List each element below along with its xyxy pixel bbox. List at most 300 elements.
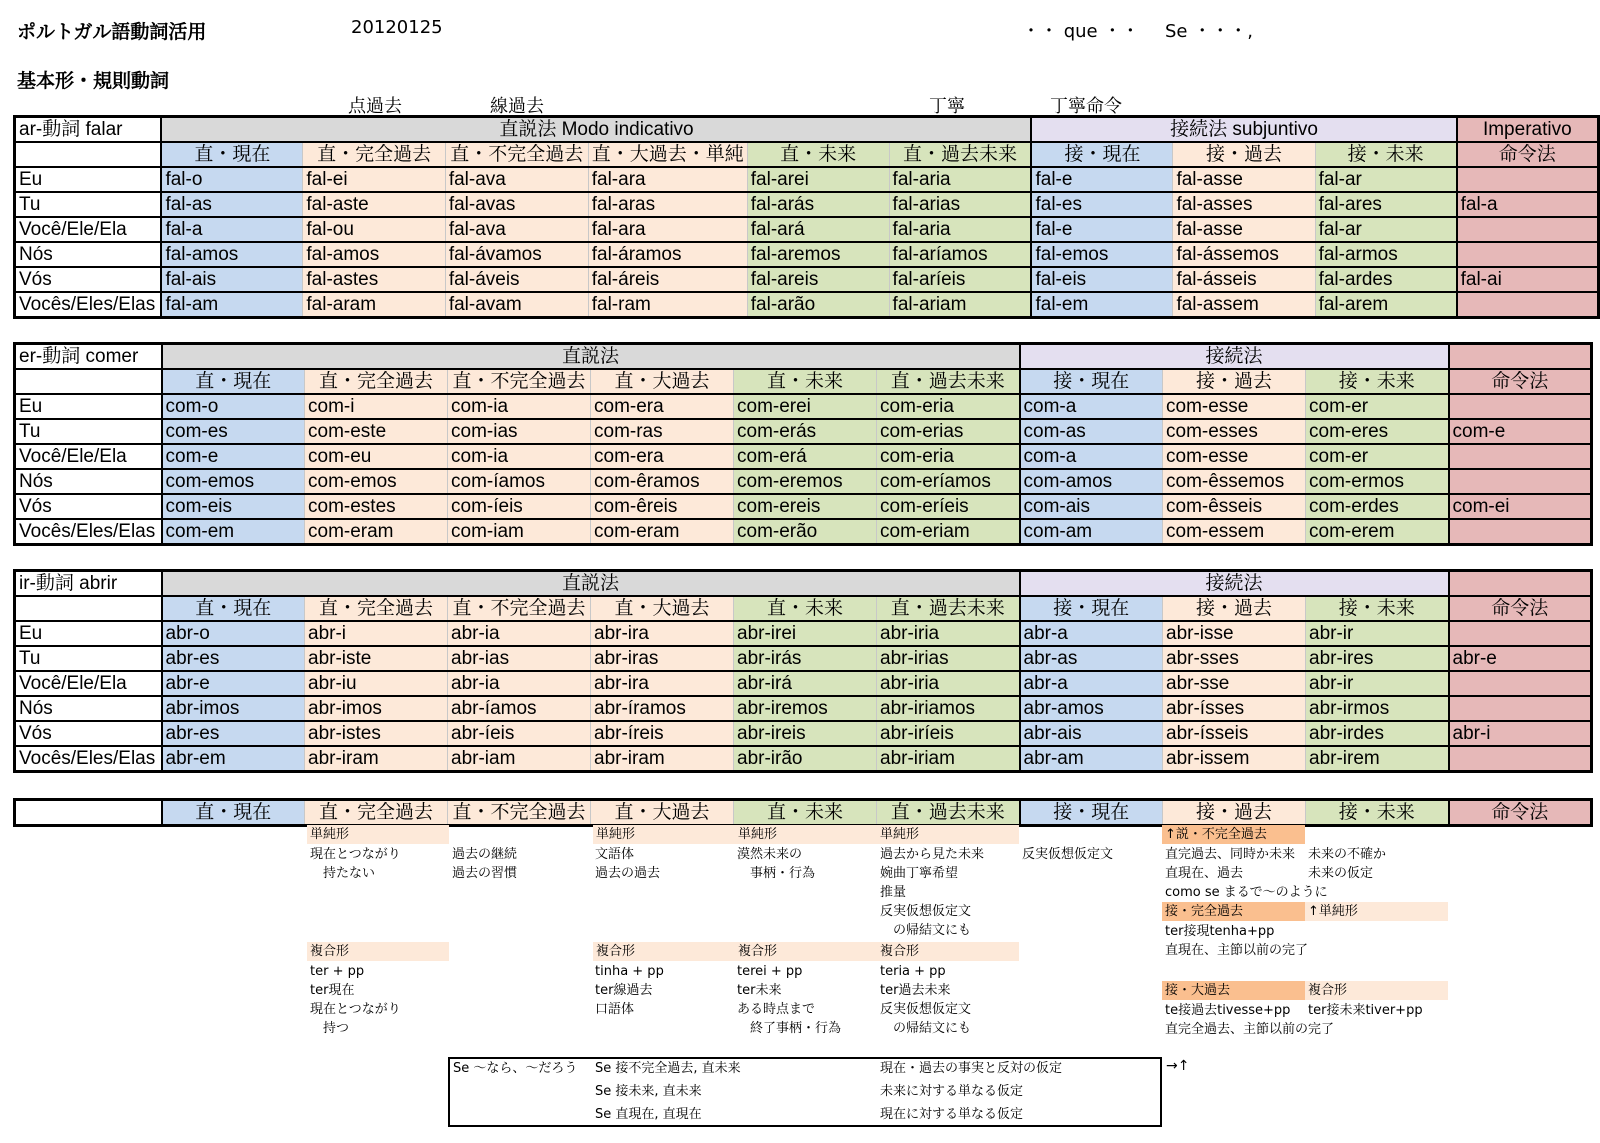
conjugation-cell: com-erá [734,444,877,469]
conjugation-cell: fal-amos [161,242,302,267]
conjugation-cell: com-estes [305,494,448,519]
conjugation-cell: fal-aríamos [889,242,1031,267]
perfect-simple-notes: 現在とつながり 持たない [310,847,401,881]
conjugation-cell [1449,519,1592,545]
tense-header: 接・現在 [1031,142,1172,167]
subjunctive-group-header: 接続法 subjuntivo [1031,117,1456,143]
conjugation-cell: abr-irmos [1306,696,1449,721]
future-simple-notes: 漠然未来の 事柄・行為 [737,847,816,881]
summary-tense-header: 直・完全過去 [305,800,448,826]
se-conditional-box [448,1057,1162,1127]
conjugation-cell: fal-áramos [588,242,747,267]
future-compound-notes: terei + pp ter未来 ある時点まで 終了事柄・行為 [737,964,842,1036]
tense-header: 直・完全過去 [303,142,445,167]
conditional-compound-notes: teria + pp ter過去未来 反実仮想仮定文 の帰結文にも [880,964,972,1036]
conjugation-cell: abr-íreis [591,721,734,746]
conjugation-cell: abr-ia [448,671,591,696]
tense-header: 直・大過去 [591,369,734,394]
conjugation-cell: fal-armos [1315,242,1457,267]
person-label: Vocês/Eles/Elas [15,292,162,318]
conjugation-cell: com-ia [448,394,591,419]
conjugation-cell: com-eríamos [877,469,1020,494]
subjunctive-group-header: 接続法 [1020,344,1449,370]
conjugation-cell: abr-irei [734,621,877,646]
tense-header: 直・大過去・単純 [588,142,747,167]
tense-header: 直・不完全過去 [448,369,591,394]
se-form-3: Se 直現在, 直現在 [595,1107,702,1122]
conjugation-cell: fal-ariam [889,292,1031,318]
conjugation-cell: fal-a [1457,192,1599,217]
conjugation-cell [1449,746,1592,772]
date-label: 20120125 [351,17,443,38]
row-label-blank [15,369,162,394]
conjugation-cell: fal-ásseis [1173,267,1315,292]
conjugation-cell: abr-iríeis [877,721,1020,746]
subj-future-simple-tag: ↑単純形 [1305,902,1448,921]
person-label: Eu [15,167,162,192]
conjugation-cell: fal-arei [747,167,889,192]
tense-header: 命令法 [1449,369,1592,394]
conjugation-cell: abr-ias [448,646,591,671]
conjugation-cell: abr-sse [1163,671,1306,696]
summary-tense-header: 命令法 [1449,800,1592,826]
summary-tense-header: 接・未来 [1306,800,1449,826]
subj-future-notes: 未来の不確か 未来の仮定 [1308,847,1387,881]
perfect-compound-notes: ter + pp ter現在 現在とつながり 持つ [310,964,401,1036]
conjugation-cell: com-ereis [734,494,877,519]
future-compound-tag: 複合形 [735,942,877,961]
conditional-simple-tag: 単純形 [877,825,1019,844]
conjugation-cell: fal-ávamos [445,242,588,267]
conjugation-cell: com-erias [877,419,1020,444]
summary-tense-header: 直・過去未来 [877,800,1020,826]
note-line-past: 線過去 [490,96,544,117]
conjugation-cell: abr-ia [448,621,591,646]
conjugation-cell: com-esses [1163,419,1306,444]
tense-header: 直・完全過去 [305,596,448,621]
conjugation-cell: com-ermos [1306,469,1449,494]
conjugation-cell: com-ais [1020,494,1163,519]
conjugation-cell: com-am [1020,519,1163,545]
section-subtitle: 基本形・規則動詞 [17,70,170,92]
pluperfect-compound-tag: 複合形 [593,942,735,961]
conjugation-cell: abr-iste [305,646,448,671]
future-simple-tag: 単純形 [735,825,877,844]
subj-pluperfect-notes: te接過去tivesse+pp 直完全過去、主節以前の完了 [1165,1003,1335,1037]
row-label-blank [15,142,162,167]
conjugation-cell: abr-irá [734,671,877,696]
conjugation-cell: fal-aremos [747,242,889,267]
conjugation-cell: fal-ares [1315,192,1457,217]
person-label: Você/Ele/Ela [15,444,162,469]
perfect-compound-tag: 複合形 [307,942,449,961]
conjugation-cell: abr-iu [305,671,448,696]
pluperfect-compound-notes: tinha + pp ter線過去 口語体 [595,964,664,1017]
person-label: Eu [15,621,162,646]
conjugation-cell: com-ia [448,444,591,469]
conjugation-cell: com-erão [734,519,877,545]
conjugation-cell: abr-em [162,746,305,772]
se-meaning-1: 現在・過去の事実と反対の仮定 [880,1061,1063,1076]
person-label: Vocês/Eles/Elas [15,519,162,545]
conditional-compound-tag: 複合形 [877,942,1019,961]
person-label: Eu [15,394,162,419]
conjugation-cell: com-eis [162,494,305,519]
conjugation-cell: fal-ai [1457,267,1599,292]
conjugation-cell: com-ei [1449,494,1592,519]
conjugation-cell: abr-íamos [448,696,591,721]
conjugation-cell: fal-ar [1315,217,1457,242]
imperative-group-header [1449,344,1592,370]
conjugation-cell: fal-areis [747,267,889,292]
pluperfect-simple-tag: 単純形 [593,825,735,844]
summary-tense-header: 接・過去 [1163,800,1306,826]
verb-table-name: er-動詞 comer [15,344,162,370]
conjugation-cell: com-em [162,519,305,545]
conjugation-cell: abr-imos [305,696,448,721]
conjugation-cell: com-essem [1163,519,1306,545]
conjugation-cell [1449,444,1592,469]
conjugation-cell: fal-ava [445,167,588,192]
que-label: ・・ que ・・ [1022,21,1140,42]
se-form-2: Se 接未来, 直未来 [595,1084,702,1099]
conjugation-cell: com-êramos [591,469,734,494]
indicative-group-header: 直説法 [162,571,1020,597]
conjugation-cell: abr-irão [734,746,877,772]
conjugation-cell: abr-ísseis [1163,721,1306,746]
tense-header: 直・大過去 [591,596,734,621]
tense-header: 直・完全過去 [305,369,448,394]
conjugation-cell: abr-iremos [734,696,877,721]
subj-past-tag: ↑説・不完全過去 [1162,825,1305,844]
conjugation-cell: com-i [305,394,448,419]
verb-table-name: ir-動詞 abrir [15,571,162,597]
conjugation-cell: abr-e [162,671,305,696]
note-point-past: 点過去 [348,96,402,117]
tense-header: 直・過去未来 [889,142,1031,167]
conjugation-cell: abr-am [1020,746,1163,772]
conjugation-cell [1449,621,1592,646]
tense-header: 直・未来 [747,142,889,167]
tense-header: 接・未来 [1315,142,1457,167]
conjugation-cell: abr-es [162,646,305,671]
subj-future-compound-tag: 複合形 [1305,981,1448,1000]
summary-label-blank [15,800,162,826]
indicative-group-header: 直説法 Modo indicativo [161,117,1031,143]
conjugation-cell: com-êreis [591,494,734,519]
person-label: Tu [15,646,162,671]
conjugation-cell: com-era [591,394,734,419]
conjugation-cell: abr-iria [877,621,1020,646]
summary-tense-header: 直・不完全過去 [448,800,591,826]
conjugation-cell: fal-e [1031,217,1172,242]
subj-present-notes: 反実仮想仮定文 [1022,847,1114,862]
conjugation-cell: fal-aria [889,167,1031,192]
perfect-simple-tag: 単純形 [307,825,449,844]
se-form-1: Se 接不完全過去, 直未来 [595,1061,741,1076]
tense-header: 命令法 [1457,142,1599,167]
tense-header: 接・未来 [1306,369,1449,394]
conjugation-cell: abr-iam [448,746,591,772]
conjugation-cell: com-eriam [877,519,1020,545]
se-meaning-3: 現在に対する単なる仮定 [880,1107,1024,1122]
subj-future-compound-notes: ter接未来tiver+pp [1308,1003,1423,1018]
conjugation-cell: fal-ardes [1315,267,1457,292]
conjugation-cell: abr-es [162,721,305,746]
conjugation-cell: abr-iria [877,671,1020,696]
summary-tense-header: 直・未来 [734,800,877,826]
conjugation-cell: com-ras [591,419,734,444]
conjugation-cell: com-a [1020,394,1163,419]
conjugation-cell: fal-aras [588,192,747,217]
conjugation-cell: com-eres [1306,419,1449,444]
conjugation-cell: com-emos [305,469,448,494]
conjugation-cell: fal-ara [588,167,747,192]
conjugation-cell: abr-isse [1163,621,1306,646]
conjugation-cell: fal-emos [1031,242,1172,267]
conjugation-cell: fal-aria [889,217,1031,242]
conjugation-cell: com-emos [162,469,305,494]
conjugation-cell: com-eria [877,444,1020,469]
conjugation-cell: abr-i [1449,721,1592,746]
conjugation-cell: abr-e [1449,646,1592,671]
conjugation-cell: com-este [305,419,448,444]
conjugation-cell: fal-a [161,217,302,242]
conjugation-cell: abr-sses [1163,646,1306,671]
conjugation-cell: abr-irem [1306,746,1449,772]
conjugation-cell: fal-aram [303,292,445,318]
conjugation-cell: fal-avas [445,192,588,217]
conjugation-cell: fal-asses [1173,192,1315,217]
conjugation-cell: fal-ará [747,217,889,242]
conjugation-cell: fal-ram [588,292,747,318]
tense-header: 直・現在 [162,596,305,621]
page-title: ポルトガル語動詞活用 [17,21,207,43]
conjugation-cell: com-eram [305,519,448,545]
conjugation-cell: fal-e [1031,167,1172,192]
conjugation-cell: fal-avam [445,292,588,318]
conjugation-cell: abr-ísses [1163,696,1306,721]
tense-header: 命令法 [1449,596,1592,621]
conjugation-cell: com-eria [877,394,1020,419]
tense-header: 直・過去未来 [877,369,1020,394]
indicative-group-header: 直説法 [162,344,1020,370]
conjugation-cell: abr-ir [1306,671,1449,696]
conjugation-cell: abr-irdes [1306,721,1449,746]
conjugation-cell: fal-eis [1031,267,1172,292]
conjugation-cell: com-erás [734,419,877,444]
conjugation-cell: fal-áreis [588,267,747,292]
conjugation-cell [1457,292,1599,318]
conjugation-cell [1449,469,1592,494]
conjugation-cell: fal-arão [747,292,889,318]
conjugation-cell: fal-astes [303,267,445,292]
conjugation-cell: abr-ira [591,621,734,646]
conjugation-cell: com-ias [448,419,591,444]
conjugation-cell: com-o [162,394,305,419]
conjugation-cell: fal-amos [303,242,445,267]
conjugation-cell: com-er [1306,444,1449,469]
conjugation-cell: fal-ei [303,167,445,192]
person-label: Nós [15,469,162,494]
se-arrow: →↑ [1166,1058,1190,1074]
conjugation-cell: abr-amos [1020,696,1163,721]
conjugation-cell: fal-ar [1315,167,1457,192]
imperative-group-header [1449,571,1592,597]
ar-verb-table [13,115,1600,319]
conjugation-cell: abr-a [1020,621,1163,646]
conjugation-cell: com-eu [305,444,448,469]
tense-header: 直・現在 [161,142,302,167]
conjugation-cell: abr-iras [591,646,734,671]
subjunctive-group-header: 接続法 [1020,571,1449,597]
person-label: Tu [15,419,162,444]
person-label: Vocês/Eles/Elas [15,746,162,772]
subj-past-notes: 直完過去、同時か未来 直現在、過去 como se まるで～のように [1165,847,1328,900]
person-label: Vós [15,721,162,746]
conjugation-cell: fal-am [161,292,302,318]
subj-perfect-notes: ter接現tenha+pp 直現在、主節以前の完了 [1165,924,1309,958]
tense-header: 直・現在 [162,369,305,394]
conjugation-cell: abr-iriam [877,746,1020,772]
conjugation-cell: fal-ássemos [1173,242,1315,267]
conjugation-cell [1457,217,1599,242]
pluperfect-simple-notes: 文語体 過去の過去 [595,847,661,881]
conjugation-cell: com-amos [1020,469,1163,494]
conjugation-cell: com-erdes [1306,494,1449,519]
tense-header: 接・未来 [1306,596,1449,621]
conjugation-cell [1449,394,1592,419]
conjugation-cell: abr-ires [1306,646,1449,671]
tense-header: 直・未来 [734,596,877,621]
conjugation-cell: fal-asse [1173,217,1315,242]
conjugation-cell: com-iam [448,519,591,545]
conjugation-cell: fal-o [161,167,302,192]
person-label: Vós [15,267,162,292]
conjugation-cell: fal-áveis [445,267,588,292]
conjugation-cell: com-erem [1306,519,1449,545]
conjugation-cell: abr-iram [591,746,734,772]
conjugation-cell [1449,671,1592,696]
conjugation-cell: fal-aríeis [889,267,1031,292]
conjugation-cell: com-eremos [734,469,877,494]
conjugation-cell: abr-ais [1020,721,1163,746]
conjugation-cell: abr-irias [877,646,1020,671]
tense-header: 直・不完全過去 [448,596,591,621]
conditional-simple-notes: 過去から見た未来 婉曲丁寧希望 推量 反実仮想仮定文 の帰結文にも [880,847,985,938]
conjugation-cell: abr-ireis [734,721,877,746]
conjugation-cell [1457,242,1599,267]
imperfect-notes: 過去の継続 過去の習慣 [452,847,518,881]
verb-table-name: ar-動詞 falar [15,117,162,143]
conjugation-cell: com-er [1306,394,1449,419]
er-verb-table [13,342,1593,546]
conjugation-cell: fal-assem [1173,292,1315,318]
conjugation-cell: com-a [1020,444,1163,469]
conjugation-cell: fal-aste [303,192,445,217]
tense-header: 接・現在 [1020,596,1163,621]
tense-header: 直・過去未来 [877,596,1020,621]
conjugation-cell [1457,167,1599,192]
tense-header: 接・現在 [1020,369,1163,394]
se-meaning-2: 未来に対する単なる仮定 [880,1084,1024,1099]
row-label-blank [15,596,162,621]
conjugation-cell: com-íeis [448,494,591,519]
conjugation-cell: abr-íeis [448,721,591,746]
person-label: Você/Ele/Ela [15,671,162,696]
conjugation-cell: fal-asse [1173,167,1315,192]
person-label: Nós [15,242,162,267]
person-label: Tu [15,192,162,217]
conjugation-cell: com-as [1020,419,1163,444]
imperative-group-header: Imperativo [1457,117,1599,143]
conjugation-cell: abr-as [1020,646,1163,671]
note-polite-imperative: 丁寧命令 [1050,96,1122,117]
conjugation-cell: fal-em [1031,292,1172,318]
conjugation-cell: fal-ais [161,267,302,292]
conjugation-cell: abr-issem [1163,746,1306,772]
conjugation-cell: fal-arás [747,192,889,217]
conjugation-cell [1449,696,1592,721]
conjugation-cell: com-eríeis [877,494,1020,519]
summary-header-table [13,798,1593,827]
conjugation-cell: com-íamos [448,469,591,494]
conjugation-cell: fal-ou [303,217,445,242]
conjugation-cell: com-e [162,444,305,469]
conjugation-cell: abr-istes [305,721,448,746]
conjugation-cell: com-esse [1163,394,1306,419]
conjugation-cell: com-era [591,444,734,469]
tense-header: 直・不完全過去 [445,142,588,167]
summary-tense-header: 接・現在 [1020,800,1163,826]
tense-header: 直・未来 [734,369,877,394]
conjugation-cell: fal-arem [1315,292,1457,318]
conjugation-cell: abr-imos [162,696,305,721]
conjugation-cell: com-êssemos [1163,469,1306,494]
conjugation-cell: abr-íramos [591,696,734,721]
conjugation-cell: abr-a [1020,671,1163,696]
conjugation-cell: abr-iriamos [877,696,1020,721]
se-intro: Se ～なら、～だろう [453,1061,578,1076]
ir-verb-table [13,569,1593,773]
conjugation-cell: abr-o [162,621,305,646]
conjugation-cell: com-es [162,419,305,444]
conjugation-cell: com-erei [734,394,877,419]
person-label: Nós [15,696,162,721]
se-label: Se ・・・, [1165,21,1253,42]
conjugation-cell: com-esse [1163,444,1306,469]
conjugation-cell: fal-arias [889,192,1031,217]
tense-header: 接・過去 [1163,596,1306,621]
person-label: Você/Ele/Ela [15,217,162,242]
summary-tense-header: 直・現在 [162,800,305,826]
conjugation-cell: abr-irás [734,646,877,671]
tense-header: 接・過去 [1163,369,1306,394]
tense-header: 接・過去 [1173,142,1315,167]
person-label: Vós [15,494,162,519]
summary-tense-header: 直・大過去 [591,800,734,826]
subj-pluperfect-tag: 接・大過去 [1162,981,1305,1000]
conjugation-cell: abr-ir [1306,621,1449,646]
conjugation-cell: fal-ava [445,217,588,242]
conjugation-cell: com-êsseis [1163,494,1306,519]
conjugation-cell: fal-as [161,192,302,217]
conjugation-cell: fal-es [1031,192,1172,217]
note-polite: 丁寧 [929,96,965,117]
conjugation-cell: abr-ira [591,671,734,696]
conjugation-cell: abr-iram [305,746,448,772]
conjugation-cell: abr-i [305,621,448,646]
